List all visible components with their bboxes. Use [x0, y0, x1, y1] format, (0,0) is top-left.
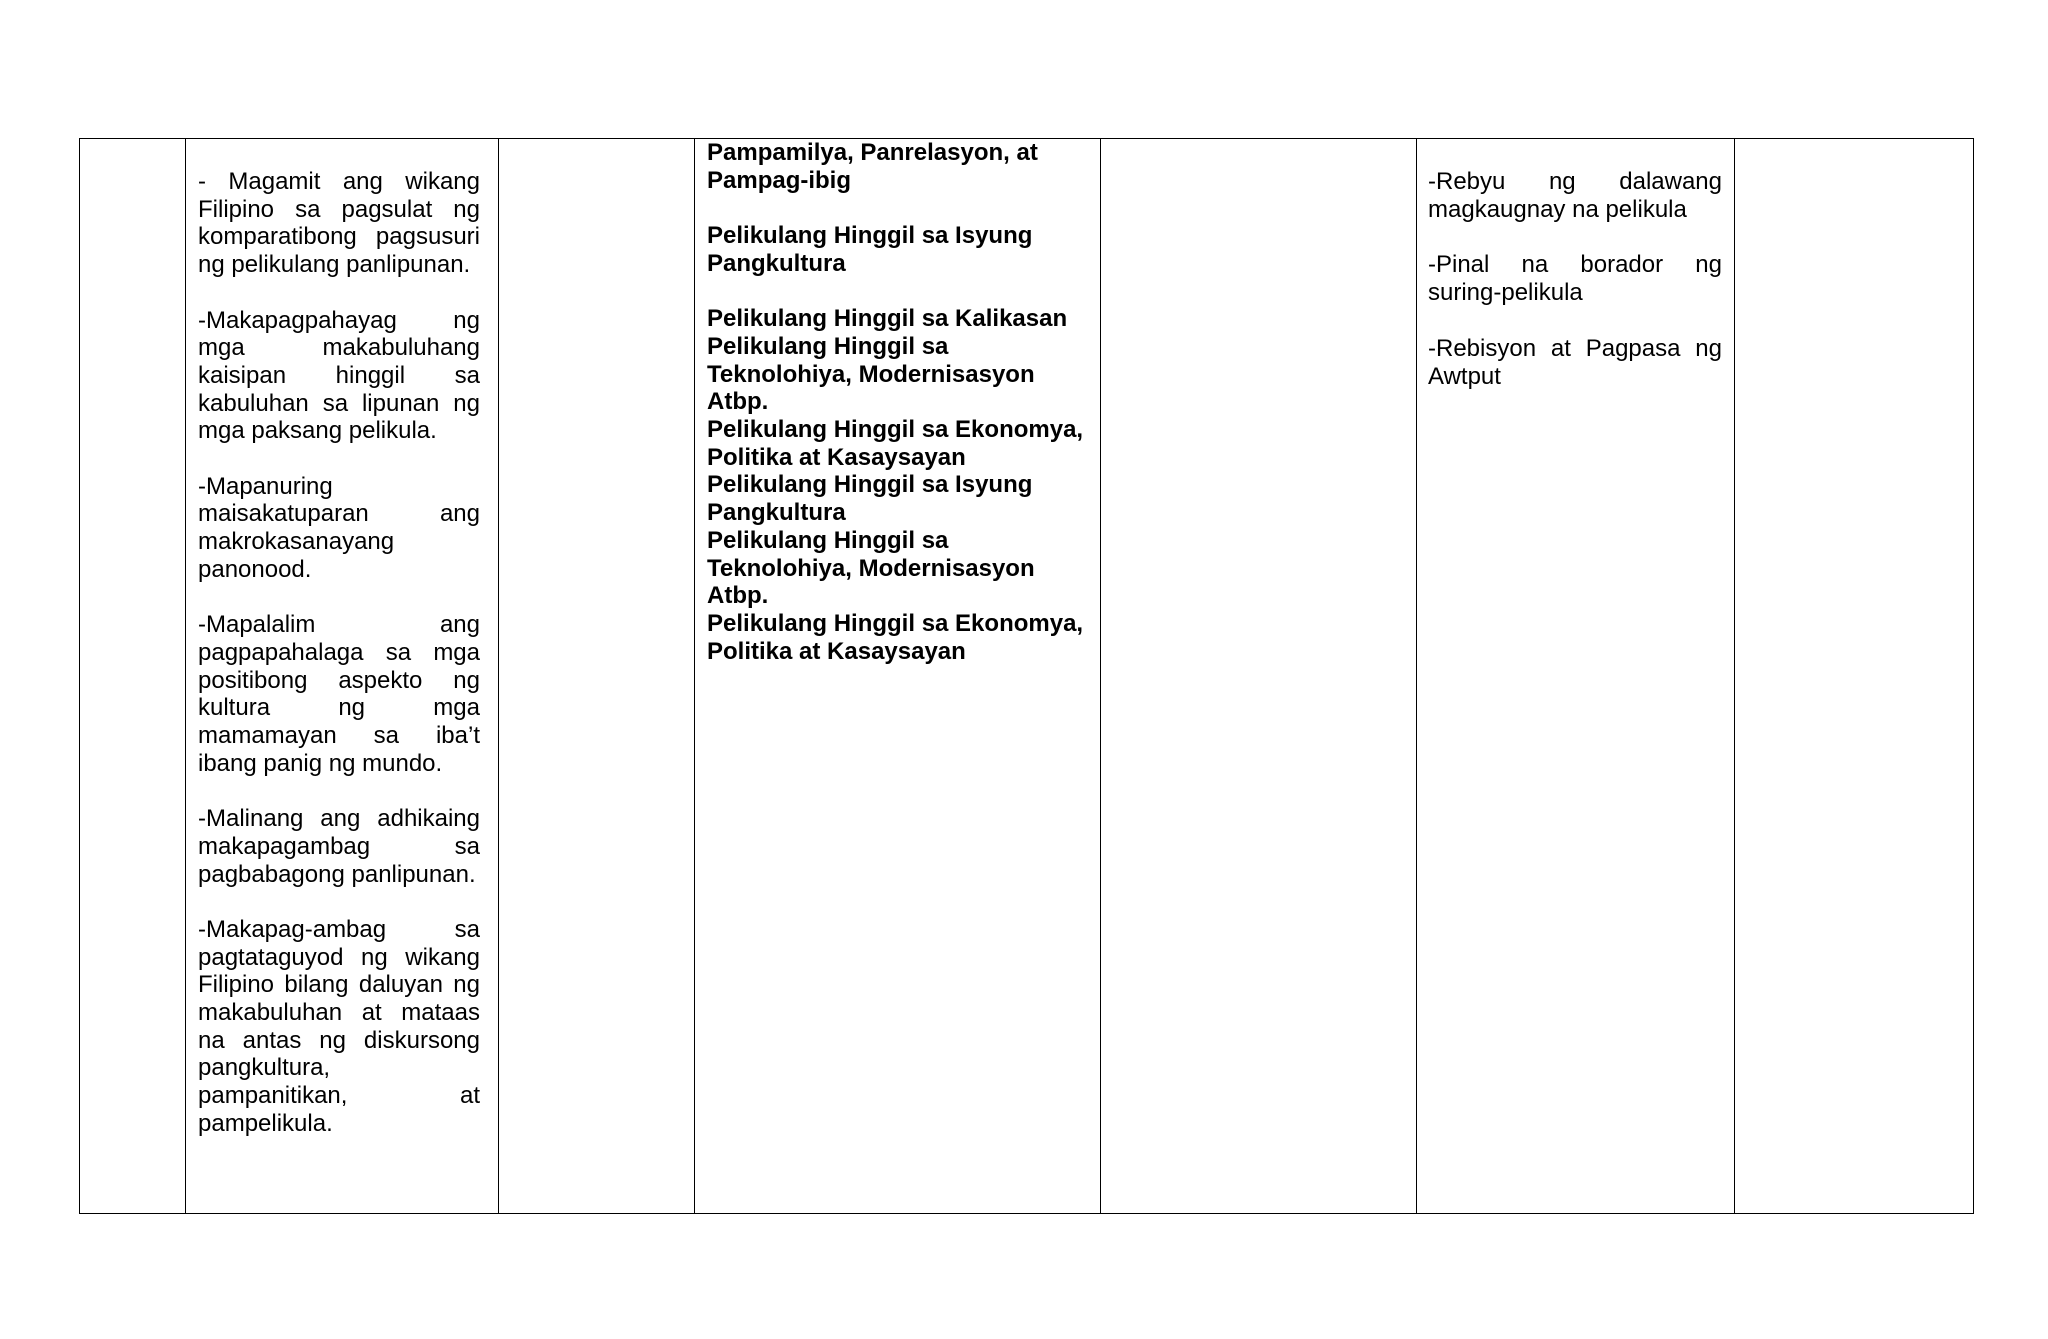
- output-item: -Rebisyon at Pagpasa ng Awtput: [1428, 334, 1722, 390]
- table-cell-week: [80, 139, 186, 1214]
- objective-item: -Malinang ang adhikaing makapagambag sa pagbabagong panlipunan.: [198, 805, 480, 888]
- topic-item: Pelikulang Hinggil sa Isyung Pangkultura: [707, 222, 1033, 277]
- output-item: -Rebyu ng dalawang magkaugnay na pelikula: [1428, 168, 1722, 223]
- table-cell-empty-3: [499, 139, 695, 1214]
- topic-item: Pelikulang Hinggil sa Ekonomya, Politika at Kasaysayan: [707, 609, 1084, 665]
- topic-item: Pelikulang Hinggil sa Teknolohiya, Modernisasyon Atbp.: [707, 332, 1035, 416]
- objective-item: -Mapanuring maisakatuparan ang makrokasanayang panonood.: [198, 472, 480, 583]
- table-cell-objectives: [186, 139, 499, 1214]
- topic-item: Pampamilya, Panrelasyon, at Pampag-ibig: [707, 139, 1038, 194]
- output-item: -Pinal na borador ng suring-pelikula: [1428, 251, 1722, 307]
- topic-item: Pelikulang Hinggil sa Teknolohiya, Modernisasyon Atbp.: [707, 526, 1035, 610]
- table-cell-topics: [695, 139, 1101, 1214]
- table-cell-empty-7: [1735, 139, 1974, 1214]
- objective-item: -Mapalalim ang pagpapahalaga sa mga positibong aspekto ng kultura ng mga mamamayan sa iba’t ibang panig ng mundo.: [198, 611, 480, 777]
- table-cell-outputs: [1417, 139, 1735, 1214]
- course-table: [79, 138, 1974, 1214]
- topic-item: Pelikulang Hinggil sa Isyung Pangkultura: [707, 471, 1033, 527]
- topic-item: Pelikulang Hinggil sa Kalikasan: [707, 305, 1068, 333]
- table-row: [80, 139, 1974, 1214]
- topics-list: [695, 139, 1100, 665]
- objective-item: -Makapagpahayag ng mga makabuluhang kaisipan hinggil sa kabuluhan sa lipunan ng mga paksang pelikula.: [198, 306, 480, 445]
- objectives-list: [186, 139, 498, 1138]
- objective-item: - Magamit ang wikang Filipino sa pagsulat ng komparatibong pagsusuri ng pelikulang panlipunan.: [198, 168, 480, 279]
- topic-item: Pelikulang Hinggil sa Ekonomya, Politika at Kasaysayan: [707, 416, 1084, 471]
- outputs-list: [1417, 139, 1734, 390]
- objective-item: -Makapag-ambag sa pagtataguyod ng wikang Filipino bilang daluyan ng makabuluhan at mataas na antas ng diskursong pangkultura, pampanitikan, at pampelikula.: [198, 915, 480, 1137]
- table-cell-empty-5: [1101, 139, 1417, 1214]
